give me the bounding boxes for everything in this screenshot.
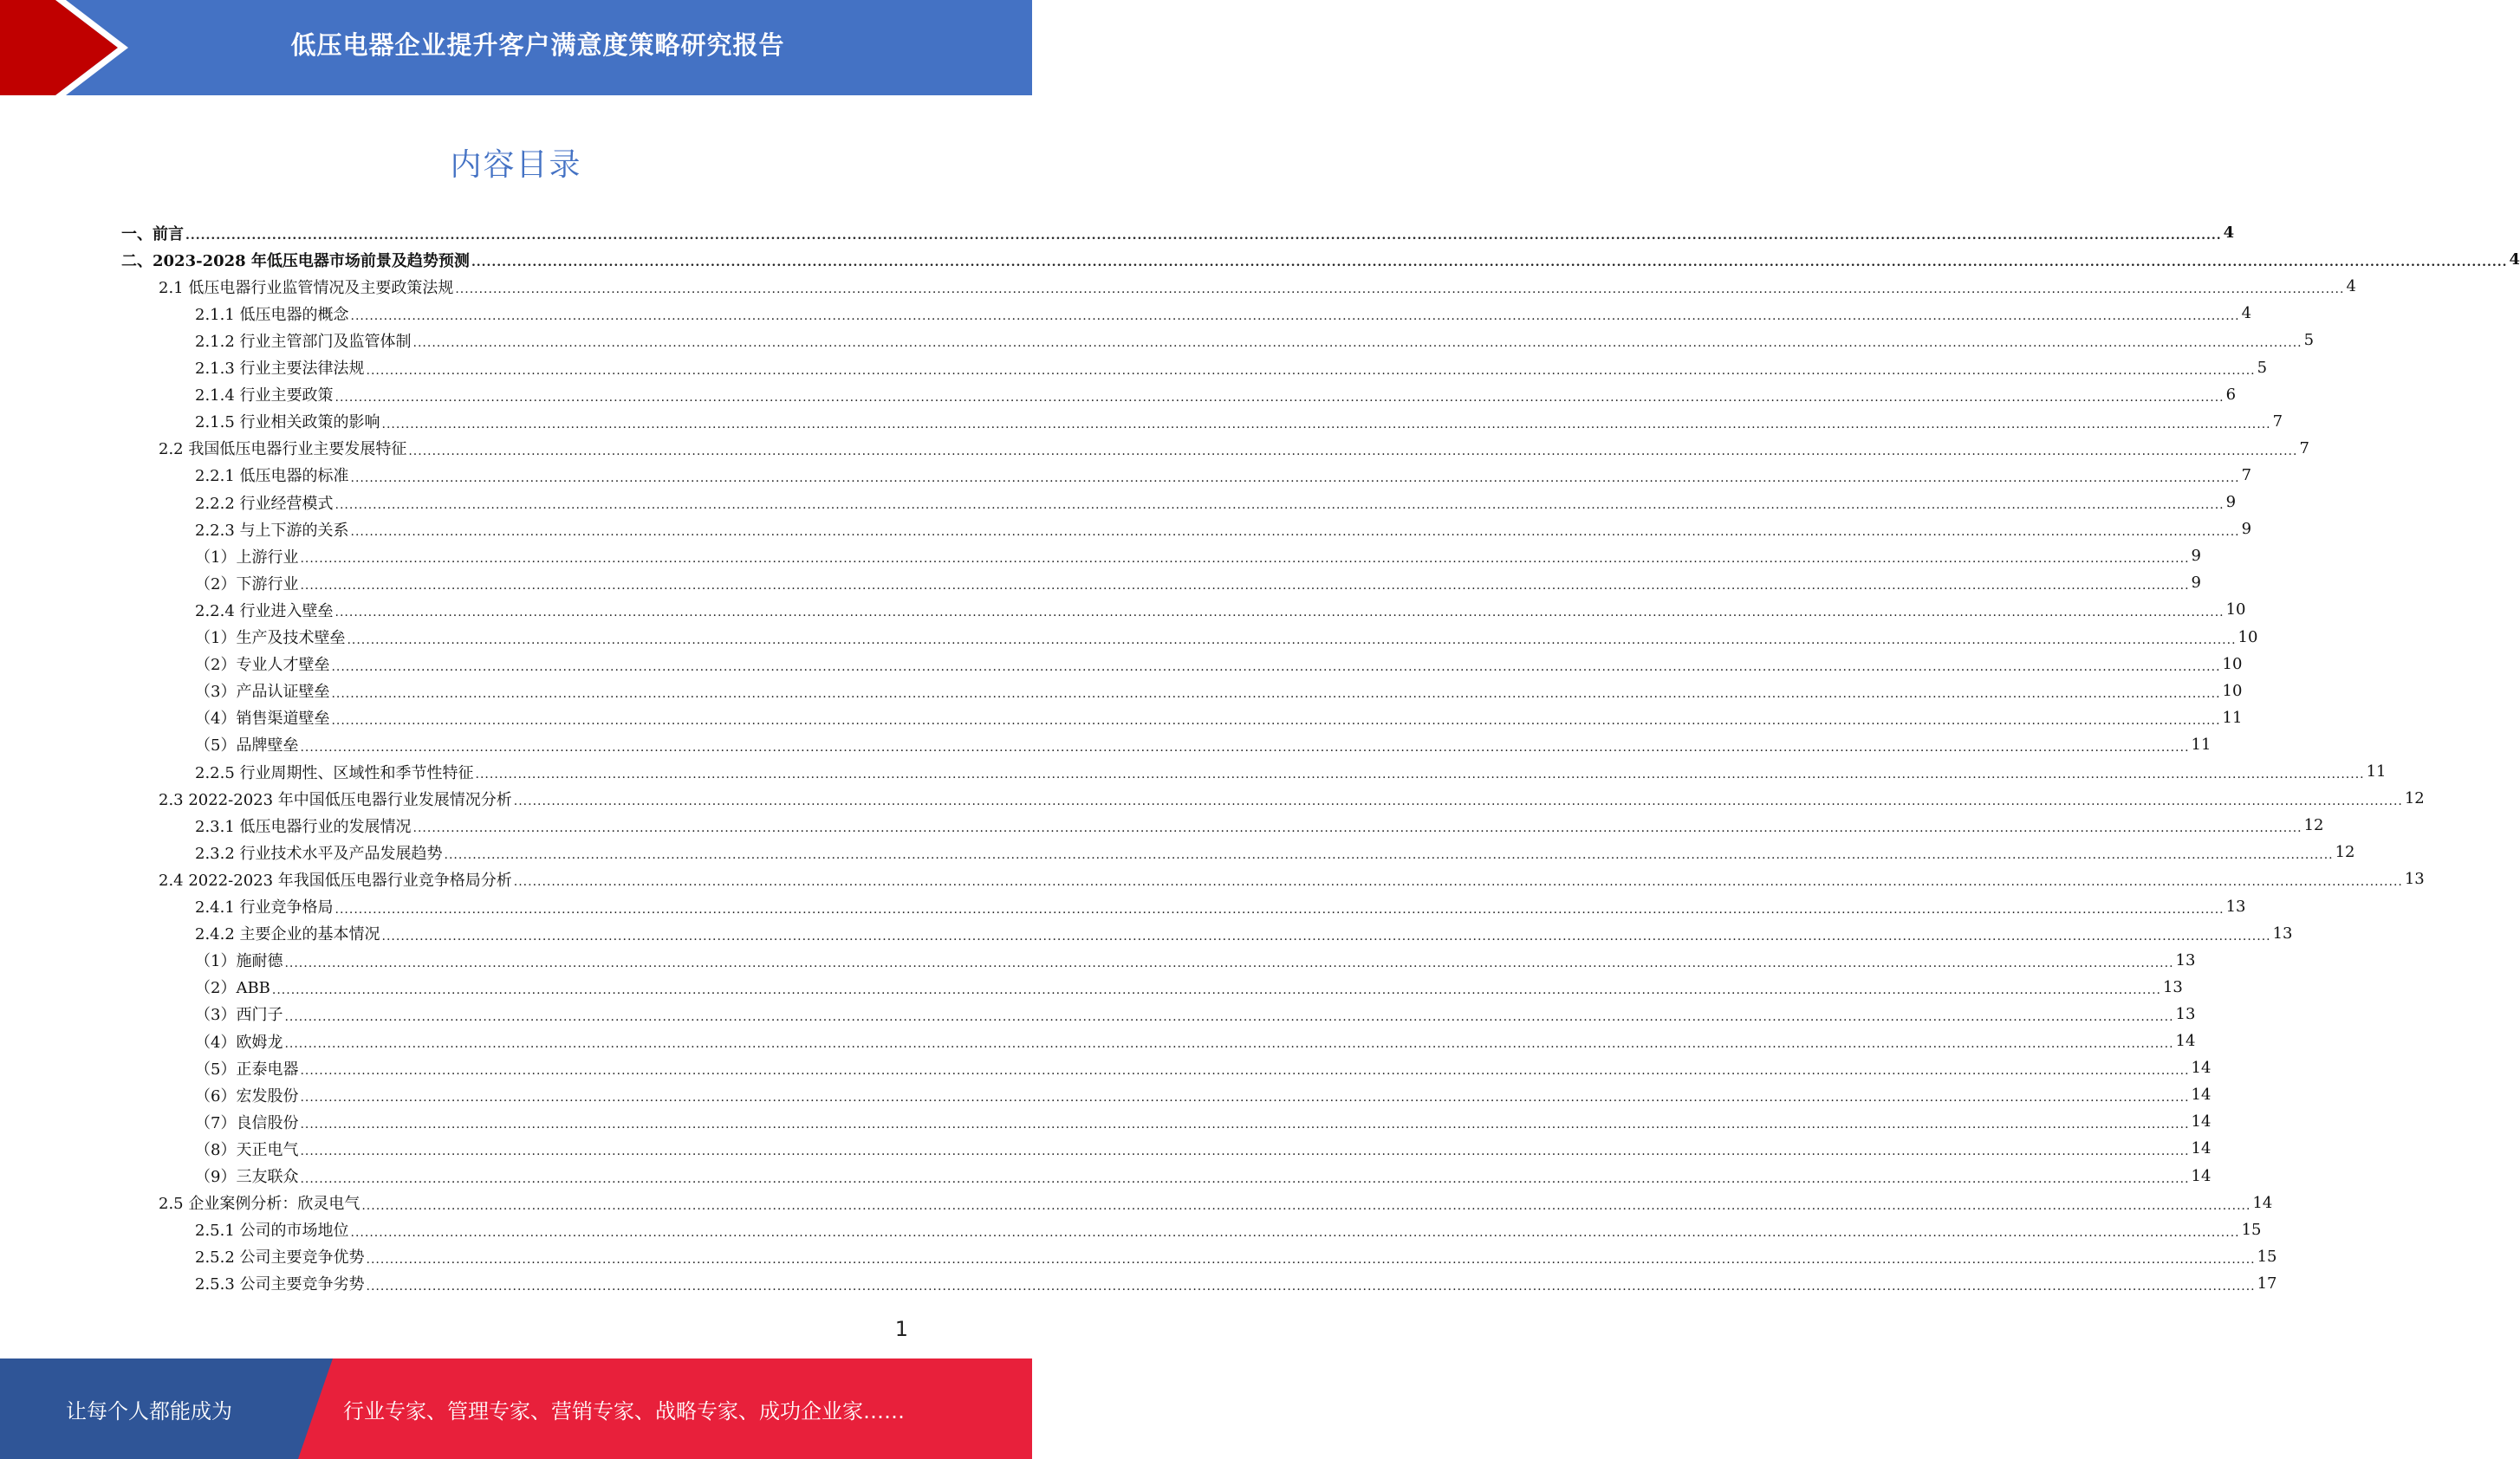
toc-entry-title: 2.2.5 行业周期性、区域性和季节性特征 (195, 763, 474, 782)
toc-dot-leader: ................................................................................................................................................................................................................................................................................................................................................................................................................ (412, 336, 2302, 351)
toc-entry[interactable] (195, 920, 2293, 947)
toc-entry-page: 9 (2191, 547, 2201, 566)
toc-entry-page: 14 (2191, 1086, 2211, 1105)
toc-entry[interactable] (195, 1054, 2211, 1081)
toc-entry-title: （6）宏发股份 (195, 1086, 299, 1106)
toc-entry-page: 9 (2191, 574, 2201, 593)
toc-dot-leader: ................................................................................................................................................................................................................................................................................................................................................................................................................ (513, 794, 2403, 809)
toc-dot-leader: ................................................................................................................................................................................................................................................................................................................................................................................................................ (366, 363, 2256, 378)
footer-band (0, 1358, 1032, 1459)
toc-entry-title: 2.5.2 公司主要竞争优势 (195, 1248, 365, 1268)
toc-entry-page: 7 (2299, 438, 2309, 457)
toc-entry-title: （3）西门子 (195, 1006, 283, 1025)
toc-entry[interactable] (195, 354, 2268, 381)
toc-entry[interactable] (195, 569, 2201, 596)
toc-heading: 内容目录 (450, 147, 582, 183)
toc-entry[interactable] (195, 1108, 2211, 1135)
toc-entry[interactable] (195, 489, 2237, 516)
toc-entry[interactable] (121, 219, 2235, 246)
toc-entry-page: 14 (2191, 1166, 2211, 1185)
toc-entry-title: 2.1 低压电器行业监管情况及主要政策法规 (159, 278, 454, 297)
toc-entry-page: 5 (2303, 331, 2315, 350)
toc-entry-title: （7）良信股份 (195, 1113, 299, 1132)
toc-entry-title: （2）下游行业 (195, 574, 299, 593)
toc-dot-leader: ................................................................................................................................................................................................................................................................................................................................................................................................................ (350, 525, 2240, 540)
toc-dot-leader: ................................................................................................................................................................................................................................................................................................................................................................................................................ (284, 1009, 2174, 1024)
toc-dot-leader: ................................................................................................................................................................................................................................................................................................................................................................................................................ (350, 309, 2240, 324)
toc-dot-leader: ................................................................................................................................................................................................................................................................................................................................................................................................................ (361, 1198, 2251, 1213)
toc-entry[interactable] (195, 947, 2196, 974)
toc-entry-page: 9 (2225, 493, 2237, 511)
toc-entry[interactable] (195, 704, 2243, 731)
toc-entry-page: 14 (2175, 1032, 2196, 1050)
toc-entry-page: 4 (2509, 250, 2520, 269)
toc-entry[interactable] (195, 596, 2246, 623)
toc-entry-title: 一、前言 (121, 224, 184, 243)
toc-entry[interactable] (195, 1216, 2262, 1243)
toc-entry-title: 2.2 我国低压电器行业主要发展特征 (159, 440, 407, 459)
toc-entry-page: 6 (2225, 385, 2237, 404)
toc-entry-page: 14 (2191, 1139, 2211, 1158)
toc-entry-title: 2.4.1 行业竞争格局 (195, 898, 334, 917)
toc-entry-title: 2.1.5 行业相关政策的影响 (195, 413, 380, 432)
toc-dot-leader: ................................................................................................................................................................................................................................................................................................................................................................................................................ (412, 821, 2302, 836)
toc-entry-title: 2.1.4 行业主要政策 (195, 386, 334, 405)
toc-dot-leader: ................................................................................................................................................................................................................................................................................................................................................................................................................ (284, 1037, 2174, 1051)
toc-entry[interactable] (159, 273, 2356, 300)
toc-entry-title: 2.4 2022-2023 年我国低压电器行业竞争格局分析 (159, 871, 512, 890)
toc-dot-leader: ................................................................................................................................................................................................................................................................................................................................................................................................................ (300, 1091, 2190, 1106)
toc-entry-page: 14 (2191, 1059, 2211, 1078)
toc-dot-leader: ................................................................................................................................................................................................................................................................................................................................................................................................................ (300, 1064, 2190, 1079)
toc-entry[interactable] (195, 408, 2283, 435)
toc-dot-leader: ................................................................................................................................................................................................................................................................................................................................................................................................................ (444, 848, 2334, 863)
toc-entry[interactable] (195, 1163, 2211, 1190)
toc-entry-title: （5）品牌壁垒 (195, 736, 299, 755)
toc-entry[interactable] (195, 516, 2252, 542)
toc-entry-title: 2.1.3 行业主要法律法规 (195, 360, 365, 378)
toc-entry-page: 14 (2252, 1193, 2273, 1212)
toc-entry-title: （4）销售渠道壁垒 (195, 710, 330, 729)
toc-dot-leader: ................................................................................................................................................................................................................................................................................................................................................................................................................ (300, 1118, 2190, 1132)
toc-entry-page: 4 (2241, 304, 2252, 323)
toc-dot-leader: ................................................................................................................................................................................................................................................................................................................................................................................................................ (513, 875, 2403, 890)
toc-entry[interactable] (195, 974, 2183, 1001)
toc-entry-page: 7 (2272, 412, 2283, 431)
toc-entry-title: （5）正泰电器 (195, 1060, 299, 1079)
toc-dot-leader: ................................................................................................................................................................................................................................................................................................................................................................................................................ (300, 1171, 2190, 1186)
toc-dot-leader: ................................................................................................................................................................................................................................................................................................................................................................................................................ (334, 606, 2224, 620)
footer-slogan-right: 行业专家、管理专家、营销专家、战略专家、成功企业家…… (343, 1398, 905, 1423)
toc-entry-page: 15 (2241, 1220, 2262, 1239)
toc-entry-title: （4）欧姆龙 (195, 1033, 283, 1052)
toc-dot-leader: ................................................................................................................................................................................................................................................................................................................................................................................................................ (366, 1279, 2256, 1294)
toc-entry-title: 2.5.1 公司的市场地位 (195, 1222, 349, 1241)
toc-entry[interactable] (195, 1028, 2196, 1054)
toc-dot-leader: ................................................................................................................................................................................................................................................................................................................................................................................................................ (334, 390, 2224, 405)
toc-entry[interactable] (195, 812, 2324, 839)
toc-entry-page: 13 (2272, 924, 2293, 943)
toc-entry[interactable] (195, 1243, 2277, 1270)
toc-entry-title: 2.2.3 与上下游的关系 (195, 521, 349, 540)
toc-entry[interactable] (195, 542, 2201, 569)
toc-entry-page: 11 (2222, 708, 2243, 727)
toc-entry-title: （9）三友联众 (195, 1168, 299, 1186)
toc-entry-page: 7 (2241, 465, 2252, 484)
red-chevron-icon (0, 0, 139, 95)
toc-dot-leader: ................................................................................................................................................................................................................................................................................................................................................................................................................ (271, 982, 2161, 997)
header-band (0, 0, 1032, 95)
toc-entry-page: 10 (2222, 654, 2243, 673)
toc-entry-page: 12 (2303, 816, 2324, 835)
toc-entry-page: 13 (2175, 1004, 2196, 1023)
toc-dot-leader: ................................................................................................................................................................................................................................................................................................................................................................................................................ (455, 282, 2345, 297)
toc-entry-title: 2.1.1 低压电器的概念 (195, 305, 349, 324)
toc-dot-leader: ................................................................................................................................................................................................................................................................................................................................................................................................................ (350, 1225, 2240, 1240)
toc-entry-page: 5 (2257, 358, 2268, 377)
toc-entry[interactable] (195, 1270, 2277, 1297)
toc-dot-leader: ................................................................................................................................................................................................................................................................................................................................................................................................................ (331, 659, 2221, 674)
toc-dot-leader: ................................................................................................................................................................................................................................................................................................................................................................................................................ (471, 256, 2508, 270)
toc-entry[interactable] (195, 624, 2258, 651)
toc-dot-leader: ................................................................................................................................................................................................................................................................................................................................................................................................................ (300, 740, 2190, 755)
toc-dot-leader: ................................................................................................................................................................................................................................................................................................................................................................................................................ (284, 956, 2174, 970)
toc-entry-page: 13 (2175, 950, 2196, 969)
toc-entry-title: （2）专业人才壁垒 (195, 656, 330, 675)
toc-dot-leader: ................................................................................................................................................................................................................................................................................................................................................................................................................ (408, 444, 2298, 458)
report-title: 低压电器企业提升客户满意度策略研究报告 (290, 29, 785, 60)
toc-entry-title: 2.4.2 主要企业的基本情况 (195, 925, 380, 944)
toc-entry-title: 2.2.2 行业经营模式 (195, 494, 334, 513)
toc-entry-page: 11 (2366, 762, 2387, 781)
toc-entry[interactable] (195, 381, 2237, 408)
toc-entry-title: （2）ABB (195, 979, 270, 998)
toc-entry-page: 9 (2241, 520, 2252, 539)
toc-entry-title: 2.3.1 低压电器行业的发展情况 (195, 817, 412, 836)
toc-entry-page: 10 (2225, 600, 2246, 619)
toc-entry-page: 10 (2237, 627, 2258, 646)
toc-entry-title: 2.3.2 行业技术水平及产品发展趋势 (195, 844, 443, 863)
toc-entry-title: 2.2.1 低压电器的标准 (195, 467, 349, 486)
toc-entry[interactable] (159, 785, 2425, 812)
toc-entry-title: 2.3 2022-2023 年中国低压电器行业发展情况分析 (159, 790, 512, 809)
toc-entry-title: 2.5.3 公司主要竞争劣势 (195, 1275, 365, 1294)
toc-entry-title: （1）施耐德 (195, 952, 283, 971)
toc-entry-page: 4 (2346, 277, 2356, 296)
toc-entry-title: 二、2023-2028 年低压电器市场前景及趋势预测 (121, 251, 470, 270)
toc-entry[interactable] (195, 678, 2243, 704)
toc-entry[interactable] (195, 1001, 2196, 1028)
toc-entry-page: 4 (2223, 224, 2235, 242)
toc-entry[interactable] (195, 731, 2211, 758)
toc-entry-page: 12 (2335, 843, 2355, 862)
toc-entry-page: 13 (2225, 897, 2246, 916)
toc-entry[interactable] (195, 300, 2252, 327)
toc-dot-leader: ................................................................................................................................................................................................................................................................................................................................................................................................................ (381, 417, 2271, 431)
toc-entry-page: 13 (2162, 977, 2183, 996)
toc-dot-leader: ................................................................................................................................................................................................................................................................................................................................................................................................................ (381, 929, 2271, 943)
toc-dot-leader: ................................................................................................................................................................................................................................................................................................................................................................................................................ (300, 1145, 2190, 1159)
toc-dot-leader: ................................................................................................................................................................................................................................................................................................................................................................................................................ (185, 229, 2222, 243)
toc-entry-page: 12 (2404, 789, 2425, 808)
toc-entry-title: （1）生产及技术壁垒 (195, 629, 346, 647)
toc-dot-leader: ................................................................................................................................................................................................................................................................................................................................................................................................................ (300, 552, 2190, 567)
toc-entry-title: （8）天正电气 (195, 1140, 299, 1159)
toc-entry[interactable] (195, 893, 2246, 920)
toc-entry-page: 14 (2191, 1112, 2211, 1132)
toc-dot-leader: ................................................................................................................................................................................................................................................................................................................................................................................................................ (350, 470, 2240, 485)
toc-entry-page: 15 (2257, 1247, 2277, 1266)
toc-entry-page: 13 (2404, 870, 2425, 889)
toc-entry[interactable] (195, 1135, 2211, 1162)
toc-entry[interactable] (159, 866, 2425, 892)
page-number: 1 (894, 1317, 908, 1341)
toc-dot-leader: ................................................................................................................................................................................................................................................................................................................................................................................................................ (475, 768, 2365, 781)
toc-entry-page: 10 (2222, 681, 2243, 700)
toc-entry-title: （3）产品认证壁垒 (195, 683, 330, 702)
toc-entry[interactable] (121, 246, 2520, 273)
toc-entry[interactable] (159, 1190, 2273, 1216)
toc-dot-leader: ................................................................................................................................................................................................................................................................................................................................................................................................................ (334, 498, 2224, 512)
footer-slogan-left: 让每个人都能成为 (66, 1398, 232, 1423)
toc-dot-leader: ................................................................................................................................................................................................................................................................................................................................................................................................................ (331, 713, 2221, 728)
toc-entry[interactable] (195, 462, 2252, 489)
toc-entry[interactable] (195, 651, 2243, 678)
toc-dot-leader: ................................................................................................................................................................................................................................................................................................................................................................................................................ (331, 686, 2221, 701)
toc-dot-leader: ................................................................................................................................................................................................................................................................................................................................................................................................................ (347, 632, 2237, 647)
toc-dot-leader: ................................................................................................................................................................................................................................................................................................................................................................................................................ (334, 902, 2224, 917)
toc-entry-title: （1）上游行业 (195, 548, 299, 567)
toc-entry-page: 11 (2191, 735, 2211, 754)
toc-dot-leader: ................................................................................................................................................................................................................................................................................................................................................................................................................ (366, 1252, 2256, 1267)
toc-entry[interactable] (195, 1081, 2211, 1108)
toc-entry-page: 17 (2257, 1274, 2277, 1293)
toc-entry[interactable] (195, 839, 2355, 866)
toc-entry[interactable] (195, 758, 2387, 785)
toc-entry[interactable] (195, 327, 2315, 353)
toc-entry-title: 2.5 企业案例分析：欣灵电气 (159, 1195, 360, 1214)
toc-entry-title: 2.1.2 行业主管部门及监管体制 (195, 332, 412, 351)
toc-entry[interactable] (159, 435, 2309, 462)
toc-entry-title: 2.2.4 行业进入壁垒 (195, 601, 334, 620)
toc-dot-leader: ................................................................................................................................................................................................................................................................................................................................................................................................................ (300, 579, 2190, 593)
